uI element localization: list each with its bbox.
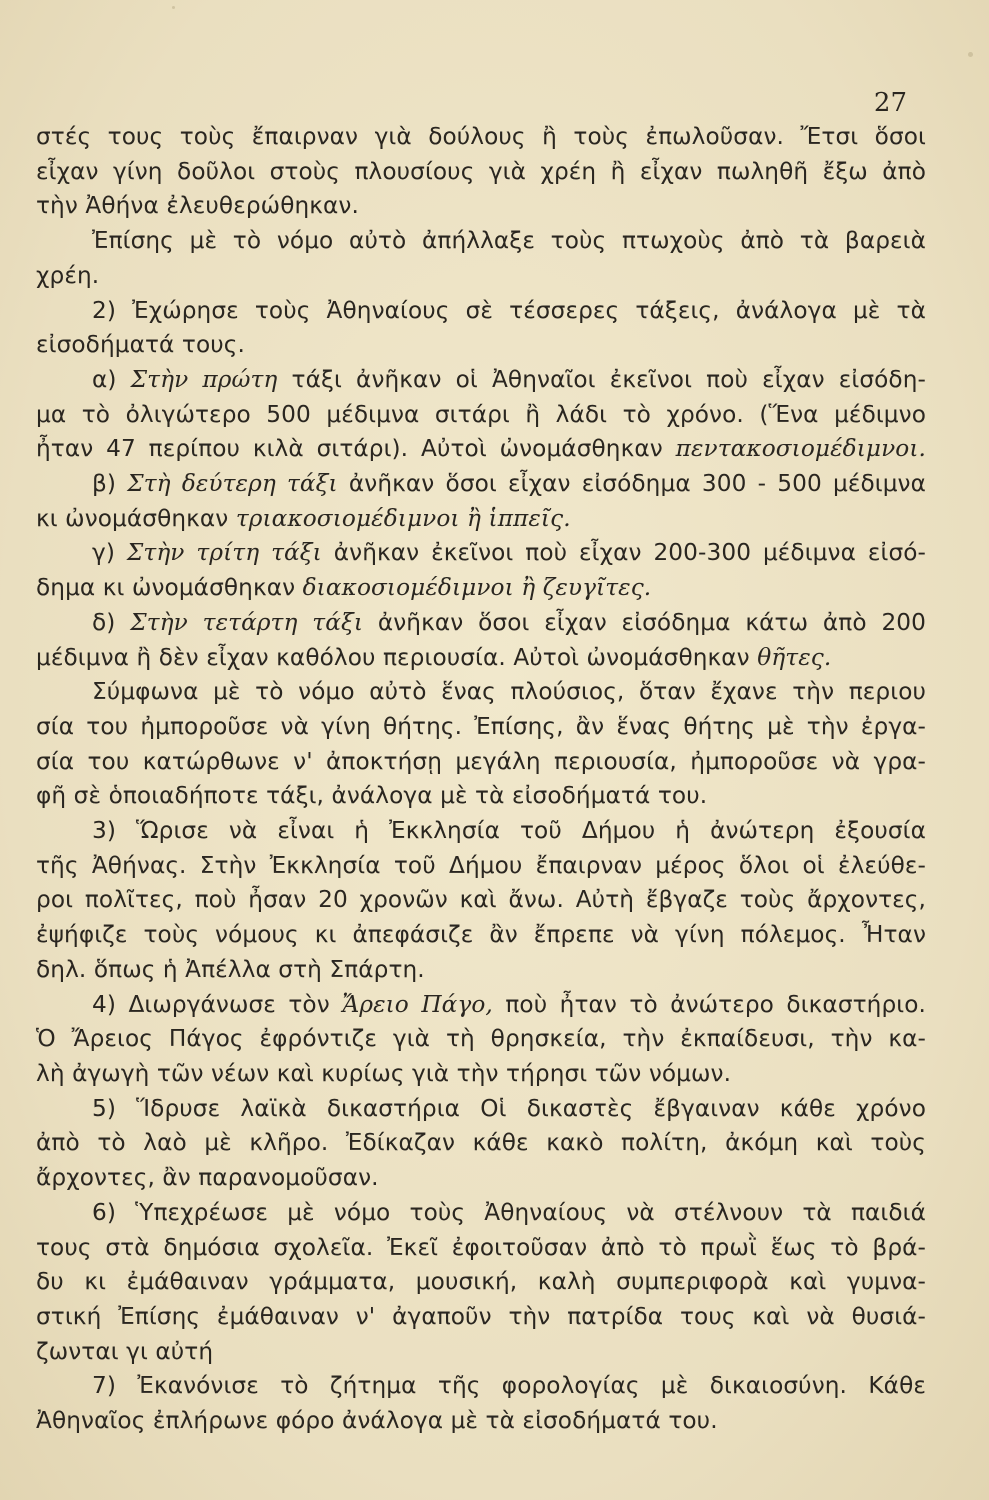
text-line: ἐψήφιζε τοὺς νόμους κι ἀπεφάσιζε ἂν ἔπρεπε νὰ γίνη πόλεμος. Ἦταν [36, 921, 926, 949]
text-segment: ποὺ ἦταν τὸ ἀνώτερο δικαστήριο. [492, 990, 926, 1018]
body-text [36, 120, 926, 1439]
text-line: τους στὰ δημόσια σχολεῖα. Ἐκεῖ ἐφοιτοῦσαν ἀπὸ τὸ πρωῒ ἕως τὸ βρά- [36, 1233, 926, 1261]
paper-speck [968, 52, 973, 57]
text-line [36, 606, 926, 641]
text-segment: α) [92, 365, 131, 393]
text-segment: β) [92, 470, 128, 498]
italic-term: Στὴ δεύτερη τάξι [127, 470, 338, 498]
text-line: τὴν Ἀθήνα ἐλευθερώθηκαν. [36, 192, 359, 220]
text-line: ζωνται γι αὐτή [36, 1337, 214, 1365]
text-line [36, 988, 926, 1023]
text-line: 2) Ἐχώρησε τοὺς Ἀθηναίους σὲ τέσσερες τάξεις, ἀνάλογα μὲ τὰ [92, 296, 926, 324]
text-segment: γ) [92, 539, 127, 567]
text-segment: τάξι ἀνῆκαν οἱ Ἀθηναῖοι ἐκεῖνοι ποὺ εἶχαν εἰσόδη- [277, 365, 926, 393]
text-line: λὴ ἀγωγὴ τῶν νέων καὶ κυρίως γιὰ τὴν τήρησι τῶν νόμων. [36, 1059, 732, 1087]
italic-term: Στὴν τρίτη τάξι [126, 539, 322, 567]
text-line: στές τους τοὺς ἔπαιρναν γιὰ δούλους ἢ τοὺς ἐπωλοῦσαν. Ἔτσι ὅσοι [36, 123, 926, 150]
text-line: στική Ἐπίσης ἐμάθαιναν ν' ἀγαποῦν τὴν πατρίδα τους καὶ νὰ θυσιά- [36, 1302, 926, 1330]
italic-term: Στὴν πρώτη [130, 365, 278, 393]
text-line [36, 571, 926, 606]
text-line [36, 363, 926, 398]
text-segment: δ) [92, 608, 131, 636]
italic-term: Στὴν τετάρτη τάξι [130, 608, 364, 636]
text-line: Ὁ Ἄρειος Πάγος ἐφρόντιζε γιὰ τὴ θρησκεία, τὴν ἐκπαίδευσι, τὴν κα- [36, 1025, 926, 1053]
text-line: Ἐπίσης μὲ τὸ νόμο αὐτὸ ἀπήλλαξε τοὺς πτωχοὺς ἀπὸ τὰ βαρειὰ [92, 227, 926, 255]
italic-term: πεντακοσιομέδιμνοι. [675, 435, 926, 463]
text-segment: 4) Διωργάνωσε τὸν [92, 990, 343, 1018]
text-line [36, 641, 926, 676]
text-line [36, 536, 926, 571]
text-segment: κι ὠνομάσθηκαν [36, 504, 236, 532]
text-line: 7) Ἐκανόνισε τὸ ζήτημα τῆς φορολογίας μὲ δικαιοσύνη. Κάθε [92, 1372, 926, 1400]
italic-term: διακοσιομέδιμνοι ἢ ζευγῖτες. [302, 574, 652, 602]
text-segment: ἀνῆκαν ὅσοι εἶχαν εἰσόδημα 300 - 500 μέδιμνα [337, 470, 926, 498]
text-line: 3) Ὥρισε νὰ εἶναι ἡ Ἐκκλησία τοῦ Δήμου ἡ ἀνώτερη ἐξουσία [92, 817, 926, 845]
text-line: σία του ἠμποροῦσε νὰ γίνη θήτης. Ἐπίσης, ἂν ἕνας θήτης μὲ τὴν ἐργα- [36, 712, 926, 740]
text-line: εἶχαν γίνη δοῦλοι στοὺς πλουσίους γιὰ χρέη ἢ εἶχαν πωληθῆ ἔξω ἀπὸ [36, 157, 926, 185]
text-line: τῆς Ἀθήνας. Στὴν Ἐκκλησία τοῦ Δήμου ἔπαιρναν μέρος ὅλοι οἱ ἐλεύθε- [36, 851, 926, 879]
text-line: ροι πολῖτες, ποὺ ἦσαν 20 χρονῶν καὶ ἄνω. Αὐτὴ ἔβγαζε τοὺς ἄρχοντες, [36, 886, 926, 914]
text-line: χρέη. [36, 261, 100, 289]
text-segment: μέδιμνα ἢ δὲν εἶχαν καθόλου περιουσία. Αὐτοὶ ὠνομάσθηκαν [36, 643, 758, 671]
text-line: δυ κι ἐμάθαιναν γράμματα, μουσική, καλὴ συμπεριφορὰ καὶ γυμνα- [36, 1268, 926, 1296]
text-line: ἀπὸ τὸ λαὸ μὲ κλῆρο. Ἐδίκαζαν κάθε κακὸ πολίτη, ἀκόμη καὶ τοὺς [36, 1129, 926, 1157]
text-segment: ἀνῆκαν ἐκεῖνοι ποὺ εἶχαν 200-300 μέδιμνα εἰσό- [321, 539, 926, 567]
text-line: Ἀθηναῖος ἐπλήρωνε φόρο ἀνάλογα μὲ τὰ εἰσοδήματά του. [36, 1407, 718, 1435]
text-segment: ἀνῆκαν ὅσοι εἶχαν εἰσόδημα κάτω ἀπὸ 200 [363, 608, 926, 636]
text-line: 5) Ἵδρυσε λαϊκὰ δικαστήρια Οἱ δικαστὲς ἔβγαιναν κάθε χρόνο [92, 1094, 926, 1122]
text-line: 6) Ὑπεχρέωσε μὲ νόμο τοὺς Ἀθηναίους νὰ στέλνουν τὰ παιδιά [92, 1198, 926, 1226]
text-line: Σύμφωνα μὲ τὸ νόμο αὐτὸ ἕνας πλούσιος, ὅταν ἔχανε τὴν περιου [92, 678, 926, 706]
text-line: φῆ σὲ ὁποιαδήποτε τάξι, ἀνάλογα μὲ τὰ εἰσοδήματά του. [36, 782, 708, 810]
text-line: ἄρχοντες, ἂν παρανομοῦσαν. [36, 1164, 379, 1192]
page-number: 27 [873, 88, 907, 118]
text-line: σία του κατώρθωνε ν' ἀποκτήσῃ μεγάλη περιουσία, ἠμποροῦσε νὰ γρα- [36, 747, 926, 775]
italic-term: τριακοσιομέδιμνοι ἢ ἱππεῖς. [235, 504, 571, 532]
text-line [36, 467, 926, 502]
italic-term: θῆτες. [757, 643, 832, 671]
text-line: δηλ. ὅπως ἡ Ἀπέλλα στὴ Σπάρτη. [36, 955, 425, 983]
text-line [36, 432, 926, 467]
italic-term: Ἄρειο Πάγο, [342, 990, 493, 1018]
text-line [36, 502, 926, 537]
text-line: εἰσοδήματά τους. [36, 331, 245, 359]
paper-speck [172, 6, 175, 9]
text-segment: δημα κι ὠνομάσθηκαν [36, 574, 303, 602]
text-line: μα τὸ ὀλιγώτερο 500 μέδιμνα σιτάρι ἢ λάδι τὸ χρόνο. (Ἕνα μέδιμνο [36, 400, 926, 428]
text-segment: ἦταν 47 περίπου κιλὰ σιτάρι). Αὐτοὶ ὠνομάσθηκαν [36, 435, 676, 463]
